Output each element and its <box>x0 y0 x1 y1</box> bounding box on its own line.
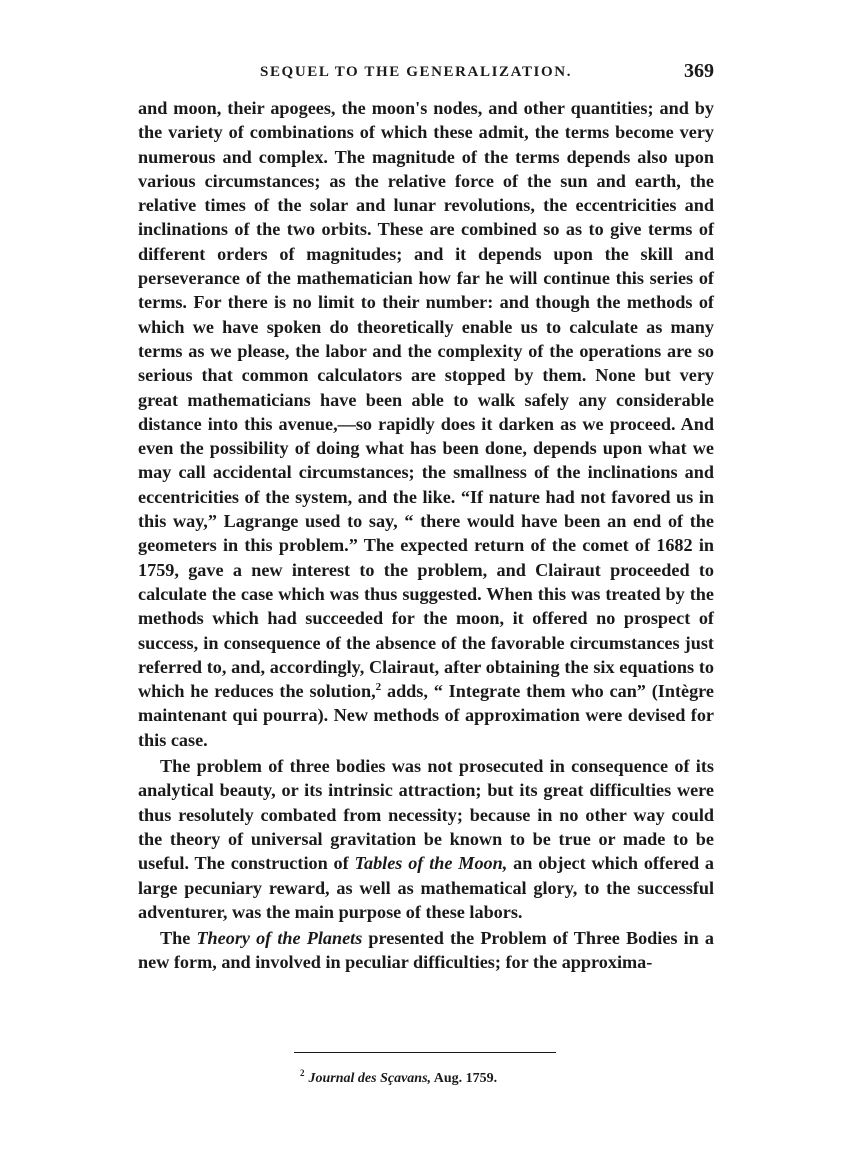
paragraph-3 <box>138 926 714 975</box>
footnote-date: Aug. 1759. <box>431 1071 498 1086</box>
paragraph-3-italic-title: Theory of the Planets <box>196 928 363 949</box>
footnote-divider <box>294 1052 556 1053</box>
paragraph-3-text-a: The <box>160 928 197 949</box>
page <box>138 58 714 975</box>
footnote-reference-mark: 2 <box>375 681 382 694</box>
paragraph-2-text-a: The problem of three bodies was not prosecuted in consequence of its analytical beauty, or its intrinsic attraction; but its great difficulties were thus resolutely combated from necessity; because in no other way could the theory of universal gravitation be known to be true or made to be useful. The construction of <box>138 756 714 874</box>
paragraph-1-text-b: adds, “ Integrate them who can” (Intègre maintenant qui pourra). New methods of approximation were devised for this case. <box>138 681 714 750</box>
footnote-mark: 2 <box>300 1068 305 1079</box>
paragraph-2-italic-title: Tables of the Moon, <box>354 853 508 874</box>
page-number: 369 <box>684 60 714 82</box>
footnote-journal: Journal des Sçavans, <box>308 1071 432 1086</box>
paragraph-2-text-b: an object which offered a large pecuniary reward, as well as mathematical glory, to the successful adventurer, was the main purpose of these labors. <box>138 853 714 922</box>
running-head <box>138 58 714 88</box>
paragraph-2 <box>138 754 714 924</box>
footnote <box>300 1068 498 1087</box>
paragraph-1 <box>138 96 714 752</box>
paragraph-1-text-a: and moon, their apogees, the moon's nodes, and other quantities; and by the variety of combinations of which these admit, the terms become very numerous and complex. The magnitude of the terms depends also upon various circumstances; as the relative force of the sun and earth, the relative times of the solar and lunar revolutions, the eccentricities and inclinations of the two orbits. These are combined so as to give terms of different orders of magnitudes; and it depends upon the skill and perseverance of the mathematician how far he will continue this series of terms. For there is no limit to their number: and though the methods of which we have spoken do theoretically enable us to calculate as many terms as we please, the labor and the complexity of the operations are so serious that common calculators are stopped by them. None but very great mathematicians have been able to walk safely any considerable distance into this avenue,—so rapidly does it darken as we proceed. And even the possibility of doing what has been done, depends upon what we may call accidental circumstances; the smallness of the inclinations and eccentricities of the system, and the like. “If nature had not favored us in this way,” Lagrange used to say, “ there would have been an end of the geometers in this problem.” The expected return of the comet of 1682 in 1759, gave a new interest to the problem, and Clairaut proceeded to calculate the case which was thus suggested. When this was treated by the methods which had succeeded for the moon, it offered no prospect of success, in consequence of the absence of the favorable circumstances just referred to, and, accordingly, Clairaut, after obtaining the six equations to which he reduces the solution, <box>138 98 714 702</box>
paragraph-3-text-b: presented the Problem of Three Bodies in a new form, and involved in peculiar difficulties; for the approxima- <box>138 928 714 973</box>
running-title: SEQUEL TO THE GENERALIZATION. <box>260 64 573 80</box>
